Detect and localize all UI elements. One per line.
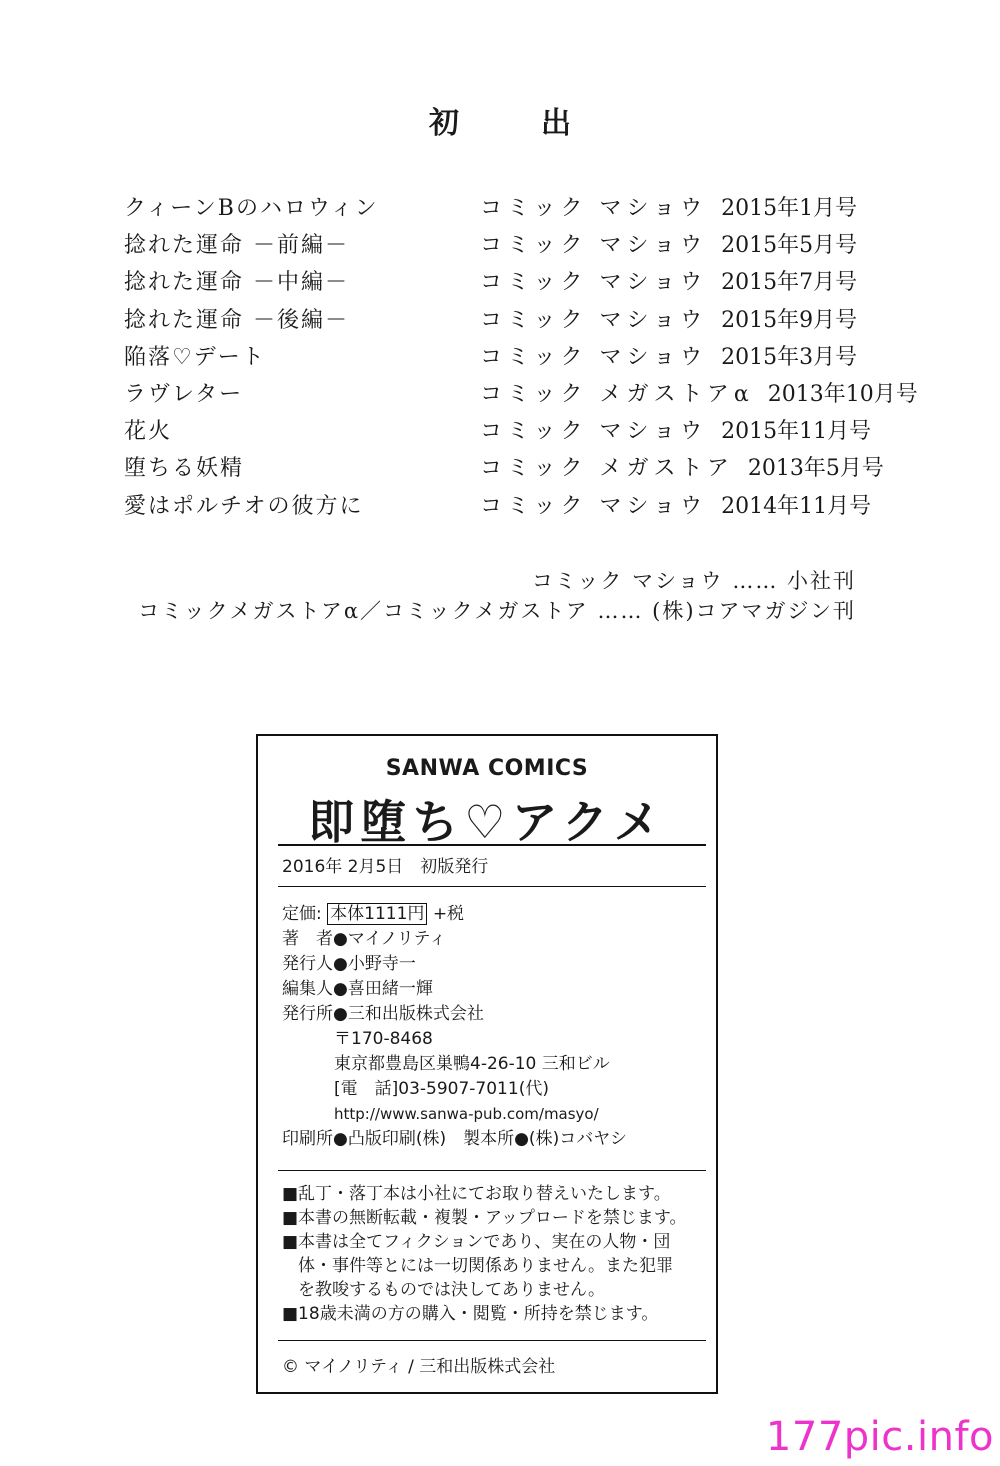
work-row [124, 450, 924, 487]
work-title: 愛はポルチオの彼方に [124, 493, 364, 519]
author-line: 著 者●マイノリティ [282, 929, 447, 949]
work-row [124, 302, 924, 339]
edition-date: 2016年 2月5日 初版発行 [282, 857, 489, 877]
work-row [124, 264, 924, 301]
postal-code: 〒170-8468 [334, 1029, 433, 1049]
copyright-line: © マイノリティ / 三和出版株式会社 [282, 1357, 556, 1377]
notice-line: を教唆するものでは決してありません。 [298, 1280, 606, 1300]
notice-line: ■乱丁・落丁本は小社にてお取り替えいたします。 [282, 1184, 671, 1204]
title-divider [278, 844, 706, 846]
work-issue: 2013年10月号 [767, 381, 918, 407]
work-issue: 2015年9月号 [721, 307, 858, 333]
work-row [124, 190, 924, 227]
editor-line: 編集人●喜田緒一輝 [282, 979, 433, 999]
work-row [124, 227, 924, 264]
book-title: 即堕ち♡アクメ [308, 795, 666, 849]
work-title: 陥落♡デート [124, 344, 266, 370]
price-line: 定価: 本体1111円 +税 [282, 904, 465, 924]
work-source: コミック マショウ 2015年11月号 [480, 419, 872, 445]
notice-line: ■18歳未満の方の購入・閲覧・所持を禁じます。 [282, 1304, 659, 1324]
work-source: コミック マショウ 2015年3月号 [480, 344, 858, 370]
colophon-box [256, 734, 718, 1394]
site-watermark: 177pic.info [765, 1414, 994, 1460]
phone-line: [電 話]03-5907-7011(代) [334, 1079, 549, 1099]
notice-line: ■本書の無断転載・複製・アップロードを禁じます。 [282, 1208, 687, 1228]
work-row [124, 376, 924, 413]
work-issue: 2015年1月号 [721, 196, 858, 221]
section-divider [278, 1340, 706, 1341]
work-title: 捻れた運命 －中編－ [124, 270, 349, 296]
work-source: コミック メガストアα 2013年10月号 [480, 381, 918, 407]
publisher-notes [138, 566, 856, 626]
work-title: 花火 [124, 419, 173, 445]
work-source: コミック マショウ 2015年5月号 [480, 233, 858, 259]
notice-line: ■本書は全てフィクションであり、実在の人物・団 [282, 1232, 671, 1252]
work-source: コミック メガストア 2013年5月号 [480, 456, 884, 482]
work-row [124, 339, 924, 376]
notice-line: 体・事件等とには一切関係ありません。また犯罪 [298, 1256, 674, 1276]
work-row [124, 413, 924, 450]
section-divider [278, 886, 706, 887]
work-issue: 2015年5月号 [721, 233, 858, 259]
publisher-person-line: 発行人●小野寺一 [282, 954, 416, 974]
work-source: コミック マショウ 2015年1月号 [480, 196, 858, 221]
publisher-company-line: 発行所●三和出版株式会社 [282, 1004, 484, 1024]
publication-details [282, 902, 627, 1152]
work-issue: 2013年5月号 [747, 456, 884, 482]
work-issue: 2015年7月号 [721, 270, 858, 296]
work-source: コミック マショウ 2014年11月号 [480, 493, 872, 519]
work-title: 捻れた運命 －前編－ [124, 233, 349, 259]
work-issue: 2015年11月号 [721, 419, 872, 445]
address-line: 東京都豊島区巣鴨4-26-10 三和ビル [334, 1054, 610, 1074]
work-row [124, 488, 924, 525]
work-source: コミック マショウ 2015年7月号 [480, 270, 858, 296]
work-issue: 2015年3月号 [721, 344, 858, 370]
website-url: http://www.sanwa-pub.com/masyo/ [334, 1105, 599, 1123]
page-heading: 初 出 [429, 106, 597, 141]
work-title: 捻れた運命 －後編－ [124, 307, 349, 333]
work-source: コミック マショウ 2015年9月号 [480, 307, 858, 333]
printer-line: 印刷所●凸版印刷(株) 製本所●(株)コバヤシ [282, 1129, 628, 1149]
first-appearance-list [124, 190, 924, 525]
publisher-note: コミック マショウ …… 小社刊 [531, 569, 856, 593]
work-title: クィーンBのハロウィン [124, 196, 379, 221]
legal-notices [282, 1182, 687, 1326]
price-box: 本体1111円 [327, 903, 427, 925]
work-title: 堕ちる妖精 [124, 456, 245, 482]
section-divider [278, 1170, 706, 1171]
work-title: ラヴレター [124, 381, 244, 407]
publisher-note: コミックメガストアα／コミックメガストア …… (株)コアマガジン刊 [138, 599, 856, 623]
work-issue: 2014年11月号 [721, 493, 872, 519]
imprint-brand: SANWA COMICS [385, 756, 589, 781]
